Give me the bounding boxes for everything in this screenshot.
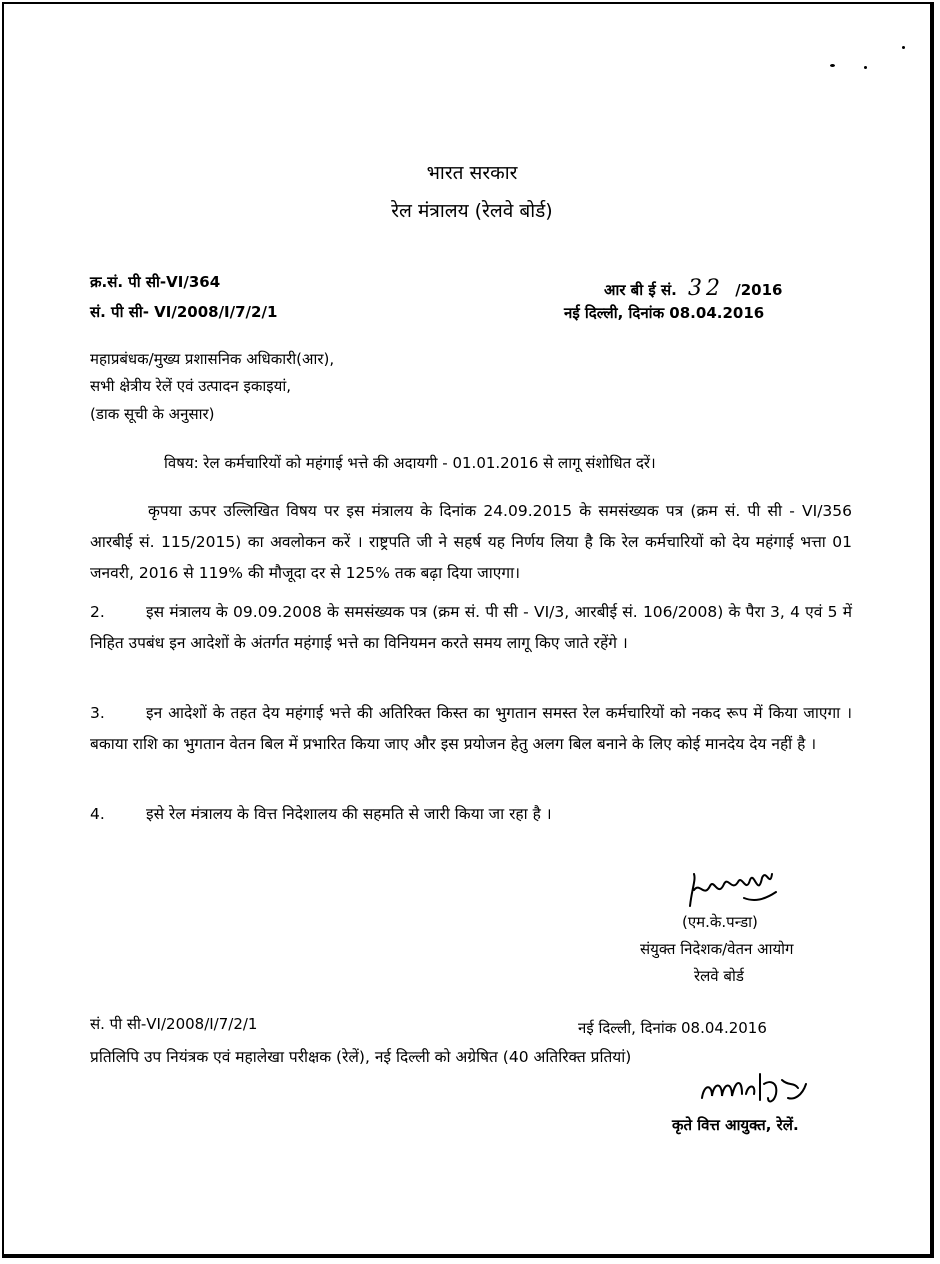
scan-mark [864,66,867,69]
rbe-number [604,276,783,301]
signature-mk-panda [684,868,784,918]
rbe-suffix: /2016 [735,281,783,299]
header-ministry: रेल मंत्रालय (रेलवे बोर्ड) [391,200,553,222]
signature-finance [698,1070,810,1114]
signatory-office: रेलवे बोर्ड [694,967,744,985]
signature-mk-panda-scribble [684,868,784,914]
ref-serial: क्र.सं. पी सी-VI/364 [90,273,221,291]
scan-mark [902,46,905,49]
addressee-line-3: (डाक सूची के अनुसार) [90,405,215,423]
paragraph-4-number: 4. [90,805,105,823]
paragraph-3-number: 3. [90,704,105,722]
copy-ref: सं. पी सी-VI/2008/I/7/2/1 [90,1015,258,1033]
paragraph-2 [90,597,852,659]
header-govt: भारत सरकार [426,162,518,184]
copy-signoff: कृते वित्त आयुक्त, रेलें. [672,1116,799,1134]
addressee-line-2: सभी क्षेत्रीय रेलें एवं उत्पादन इकाइयां, [90,377,291,395]
signatory-name: (एम.के.पन्डा) [682,913,758,931]
paragraph-1: कृपया ऊपर उल्लिखित विषय पर इस मंत्रालय के दिनांक 24.09.2015 के समसंख्यक पत्र (क्रम सं. पी सी - VI/356 आरबीई सं. 115/2015) का अवलोकन करें । राष्ट्रपति जी ने सहर्ष यह निर्णय लिया है कि रेल कर्मचारियों को देय महंगाई भत्ता 01 जनवरी, 2016 से 119% की मौजूदा दर से 125% तक बढ़ा दिया जाएगा। [90,502,852,582]
signatory-designation: संयुक्त निदेशक/वेतन आयोग [640,940,794,958]
copy-date: नई दिल्ली, दिनांक 08.04.2016 [578,1019,767,1037]
issue-date: नई दिल्ली, दिनांक 08.04.2016 [564,304,765,322]
paragraph-3-text: इन आदेशों के तहत देय महंगाई भत्ते की अतिरिक्त किस्त का भुगतान समस्त रेल कर्मचारियों को नकद रूप में किया जाएगा । बकाया राशि का भुगतान वेतन बिल में प्रभारित किया जाए और इस प्रयोजन हेतु अलग बिल बनाने के लिए कोई मानदेय देय नहीं है । [90,704,852,753]
subject-line: विषय: रेल कर्मचारियों को महंगाई भत्ते की अदायगी - 01.01.2016 से लागू संशोधित दरें। [164,454,656,472]
rbe-handwritten-number: 32 [688,276,725,301]
paragraph-4 [90,799,852,830]
document-page [2,2,934,1258]
scan-mark [830,64,835,67]
paragraph-2-text: इस मंत्रालय के 09.09.2008 के समसंख्यक पत्र (क्रम सं. पी सी - VI/3, आरबीई सं. 106/2008) के पैरा 3, 4 एवं 5 में निहित उपबंध इन आदेशों के अंतर्गत महंगाई भत्ते का विनियमन करते समय लागू किए जाते रहेंगे । [90,603,852,652]
signature-finance-scribble [698,1070,810,1110]
paragraph-4-text: इसे रेल मंत्रालय के वित्त निदेशालय की सहमति से जारी किया जा रहा है । [146,805,552,823]
addressee-line-1: महाप्रबंधक/मुख्य प्रशासनिक अधिकारी(आर), [90,350,335,368]
paragraph-3 [90,698,852,760]
ref-file-number: सं. पी सी- VI/2008/I/7/2/1 [90,303,278,321]
copy-forwarding-text: प्रतिलिपि उप नियंत्रक एवं महालेखा परीक्षक (रेलें), नई दिल्ली को अग्रेषित (40 अतिरिक्त प्रतियां) [90,1048,632,1066]
rbe-prefix: आर बी ई सं. [604,281,677,299]
paragraph-2-number: 2. [90,603,105,621]
